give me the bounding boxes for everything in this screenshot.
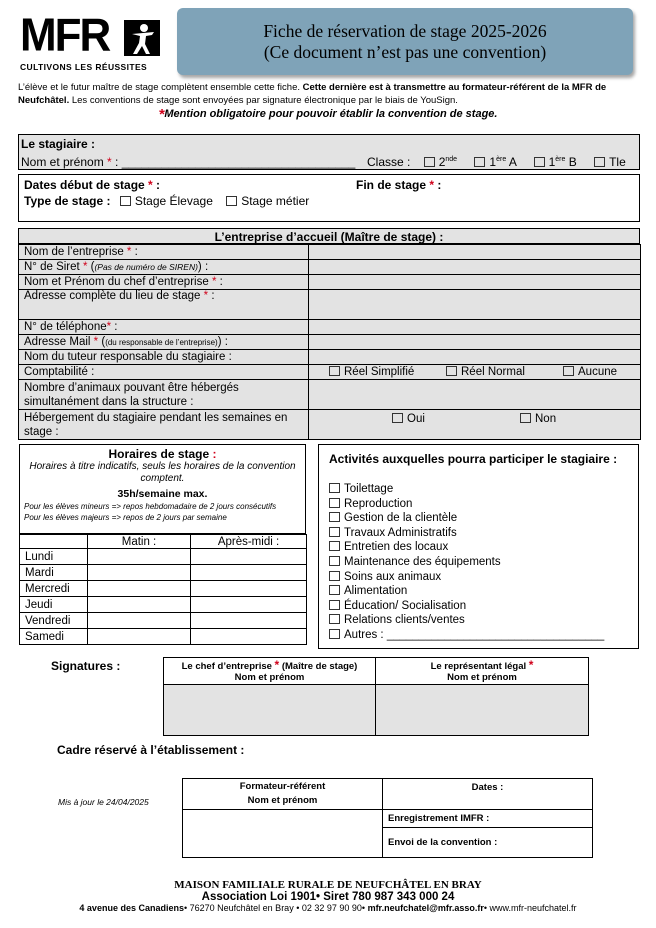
stagiaire-title: Le stagiaire :	[21, 137, 96, 151]
logo-text: MFR	[20, 9, 110, 62]
checkbox-icon	[474, 157, 485, 167]
horaires-table	[19, 534, 307, 645]
table-row	[19, 320, 641, 335]
apres-midi-cell[interactable]	[191, 613, 307, 629]
etablissement-table	[182, 778, 593, 858]
table-row	[19, 245, 641, 260]
mfr-logo	[20, 9, 170, 74]
checkbox-icon	[329, 600, 340, 610]
classe-label: Classe :	[367, 155, 411, 169]
checkbox-icon	[329, 571, 340, 581]
row-value[interactable]	[309, 275, 641, 290]
classe-option-1ere-a[interactable]: 1ère A	[474, 155, 516, 169]
entreprise-title: L’entreprise d’accueil (Maître de stage) :	[18, 228, 640, 244]
checkbox-icon	[329, 483, 340, 493]
entreprise-table	[18, 244, 641, 440]
activite-item[interactable]: Alimentation	[329, 584, 604, 599]
sig-chef-header: Le chef d’entreprise * (Maître de stage) Nom et prénom	[164, 658, 376, 685]
matin-cell[interactable]	[88, 581, 191, 597]
hebergement-non[interactable]: Non	[520, 413, 556, 425]
table-row	[20, 613, 307, 629]
matin-cell[interactable]	[88, 549, 191, 565]
table-row	[19, 380, 641, 410]
day-label: Vendredi	[20, 613, 88, 629]
activite-item[interactable]: Relations clients/ventes	[329, 613, 604, 628]
row-value[interactable]	[309, 350, 641, 365]
footer-address-row	[0, 903, 656, 913]
checkbox-icon	[226, 196, 237, 206]
footer-contact: • 76270 Neufchâtel en Bray • 02 32 97 90 90•	[183, 903, 368, 913]
table-row	[19, 335, 641, 350]
etablissement-label: Cadre réservé à l’établissement :	[57, 743, 245, 757]
activite-item[interactable]: Maintenance des équipements	[329, 555, 604, 570]
envoi-convention[interactable]: Envoi de la convention :	[383, 828, 593, 858]
intro-part1: L’élève et le futur maître de stage complètent ensemble cette fiche.	[18, 82, 303, 93]
type-stage-metier[interactable]: Stage métier	[226, 194, 309, 208]
updated-date: Mis à jour le 24/04/2025	[58, 797, 149, 807]
col-apres-midi: Après-midi :	[191, 535, 307, 549]
classe-row	[367, 155, 626, 169]
table-row	[19, 410, 641, 440]
table-row	[20, 565, 307, 581]
type-stage-row	[24, 194, 309, 208]
dates-section	[18, 174, 640, 222]
row-value[interactable]	[309, 335, 641, 350]
sig-legal-header: Le représentant légal * Nom et prénom	[376, 658, 589, 685]
table-row	[20, 581, 307, 597]
date-debut[interactable]: Dates début de stage * :	[24, 178, 161, 192]
row-value[interactable]	[309, 320, 641, 335]
checkbox-icon	[446, 366, 457, 376]
matin-cell[interactable]	[88, 629, 191, 645]
checkbox-icon	[329, 556, 340, 566]
table-row	[19, 365, 641, 380]
row-label: Adresse complète du lieu de stage * :	[19, 290, 309, 320]
activite-item[interactable]: Travaux Administratifs	[329, 526, 604, 541]
footer-address: 4 avenue des Canadiens	[79, 903, 184, 913]
apres-midi-cell[interactable]	[191, 565, 307, 581]
row-label: Nom du tuteur responsable du stagiaire :	[19, 350, 309, 365]
hebergement-options	[309, 410, 641, 440]
compta-reel-simplifie[interactable]: Réel Simplifié	[329, 366, 414, 378]
classe-option-2nde[interactable]: 2nde	[424, 155, 457, 169]
footer-association: Association Loi 1901• Siret 780 987 343 000 24	[201, 891, 455, 903]
table-row	[20, 629, 307, 645]
row-label: Nombre d’animaux pouvant être hébergés simultanément dans la structure :	[19, 380, 309, 410]
row-label: Nom et Prénom du chef d’entreprise * :	[19, 275, 309, 290]
horaires-title-row: Horaires de stage :	[108, 447, 217, 461]
classe-option-1ere-b[interactable]: 1ère B	[534, 155, 577, 169]
checkbox-icon	[329, 629, 340, 639]
checkbox-icon	[563, 366, 574, 376]
apres-midi-cell[interactable]	[191, 629, 307, 645]
activite-item[interactable]: Soins aux animaux	[329, 570, 604, 585]
formateur-header: Formateur-référent Nom et prénom	[183, 779, 383, 810]
apres-midi-cell[interactable]	[191, 581, 307, 597]
checkbox-icon	[329, 614, 340, 624]
activite-item[interactable]: Reproduction	[329, 497, 604, 512]
apres-midi-cell[interactable]	[191, 549, 307, 565]
activite-item[interactable]: Éducation/ Socialisation	[329, 599, 604, 614]
intro-bold: Cette dernière est à transmettre au formateur-référent de la MFR de Neufchâtel.	[18, 82, 607, 106]
apres-midi-cell[interactable]	[191, 597, 307, 613]
title-line2: (Ce document n’est pas une convention)	[263, 42, 547, 62]
stagiaire-section	[18, 134, 640, 170]
activite-item[interactable]: Toilettage	[329, 482, 604, 497]
signatures-table	[163, 657, 589, 736]
footer-email[interactable]: mfr.neufchatel@mfr.asso.fr	[367, 903, 484, 913]
checkbox-icon	[329, 512, 340, 522]
compta-aucune[interactable]: Aucune	[563, 366, 617, 378]
sig-chef-field[interactable]	[164, 685, 376, 736]
activites-section	[318, 444, 639, 649]
horaires-minors: Pour les élèves mineurs => repos hebdomadaire de 2 jours consécutifs	[24, 502, 277, 511]
enregistrement-imfr[interactable]: Enregistrement IMFR :	[383, 810, 593, 828]
checkbox-icon	[392, 413, 403, 423]
col-matin: Matin :	[88, 535, 191, 549]
row-label: Hébergement du stagiaire pendant les semaines en stage :	[19, 410, 309, 440]
matin-cell[interactable]	[88, 597, 191, 613]
required-star: *	[158, 106, 165, 123]
entreprise-section	[18, 228, 640, 440]
matin-cell[interactable]	[88, 613, 191, 629]
horaires-header	[19, 444, 306, 534]
row-label: Comptabilité :	[19, 365, 309, 380]
row-label: Adresse Mail * ((du responsable de l’entreprise)) :	[19, 335, 309, 350]
row-label: N° de Siret * ((Pas de numéro de SIREN)) :	[19, 260, 309, 275]
compta-options	[309, 365, 641, 380]
horaires-majors: Pour les élèves majeurs => repos de 2 jours par semaine	[24, 513, 227, 522]
horaires-section	[19, 444, 306, 645]
title-line1: Fiche de réservation de stage 2025-2026	[263, 21, 547, 41]
checkbox-icon	[329, 541, 340, 551]
row-value[interactable]	[309, 245, 641, 260]
checkbox-icon	[329, 585, 340, 595]
day-label: Samedi	[20, 629, 88, 645]
table-row	[19, 275, 641, 290]
stagiaire-name-label: Nom et prénom	[21, 155, 104, 169]
mandatory-text: Mention obligatoire pour pouvoir établir la convention de stage.	[164, 108, 498, 120]
intro-text	[18, 81, 640, 107]
table-row	[20, 597, 307, 613]
activite-item[interactable]: Entretien des locaux	[329, 540, 604, 555]
checkbox-icon	[520, 413, 531, 423]
compta-reel-normal[interactable]: Réel Normal	[446, 366, 525, 378]
person-icon	[124, 20, 160, 56]
checkbox-icon	[329, 527, 340, 537]
type-stage-elevage[interactable]: Stage Élevage	[120, 194, 213, 208]
stagiaire-name-row: Nom et prénom * : ___________________________________	[21, 155, 356, 169]
horaires-note: Horaires à titre indicatifs, seuls les horaires de la convention comptent.	[29, 461, 296, 484]
row-label: Nom de l’entreprise * :	[19, 245, 309, 260]
matin-cell[interactable]	[88, 565, 191, 581]
row-value[interactable]	[309, 260, 641, 275]
footer	[0, 879, 656, 913]
type-stage-label: Type de stage :	[24, 194, 111, 208]
signatures-label: Signatures :	[51, 659, 121, 673]
logo-tagline: CULTIVONS LES RÉUSSITES	[20, 62, 148, 72]
day-label: Mercredi	[20, 581, 88, 597]
dates-header: Dates :	[383, 779, 593, 810]
sig-legal-field[interactable]	[376, 685, 589, 736]
stagiaire-name-field[interactable]: ___________________________________	[121, 155, 356, 169]
formateur-field[interactable]	[183, 810, 383, 858]
intro-part2: Les conventions de stage sont envoyées par signature électronique par le biais de YouSign.	[69, 95, 458, 106]
row-value[interactable]	[309, 380, 641, 410]
checkbox-icon	[534, 157, 545, 167]
footer-web[interactable]: • www.mfr-neufchatel.fr	[483, 903, 577, 913]
table-row	[19, 260, 641, 275]
classe-option-tle[interactable]: Tle	[594, 155, 626, 169]
activite-autres[interactable]: Autres : __________________________________	[329, 628, 604, 643]
horaires-max: 35h/semaine max.	[117, 488, 208, 500]
checkbox-icon	[594, 157, 605, 167]
row-value[interactable]	[309, 290, 641, 320]
row-label: N° de téléphone* :	[19, 320, 309, 335]
activites-list	[329, 482, 604, 643]
day-label: Jeudi	[20, 597, 88, 613]
checkbox-icon	[424, 157, 435, 167]
table-row	[20, 549, 307, 565]
day-label: Lundi	[20, 549, 88, 565]
checkbox-icon	[329, 498, 340, 508]
mandatory-note	[0, 106, 656, 123]
activite-item[interactable]: Gestion de la clientèle	[329, 511, 604, 526]
table-row	[19, 350, 641, 365]
day-label: Mardi	[20, 565, 88, 581]
hebergement-oui[interactable]: Oui	[392, 413, 425, 425]
checkbox-icon	[329, 366, 340, 376]
title-box	[177, 8, 633, 75]
checkbox-icon	[120, 196, 131, 206]
footer-org: MAISON FAMILIALE RURALE DE NEUFCHÂTEL EN BRAY	[174, 879, 482, 891]
activites-title: Activités auxquelles pourra participer le stagiaire :	[329, 452, 618, 466]
table-row	[19, 290, 641, 320]
date-fin[interactable]: Fin de stage * :	[356, 178, 442, 192]
